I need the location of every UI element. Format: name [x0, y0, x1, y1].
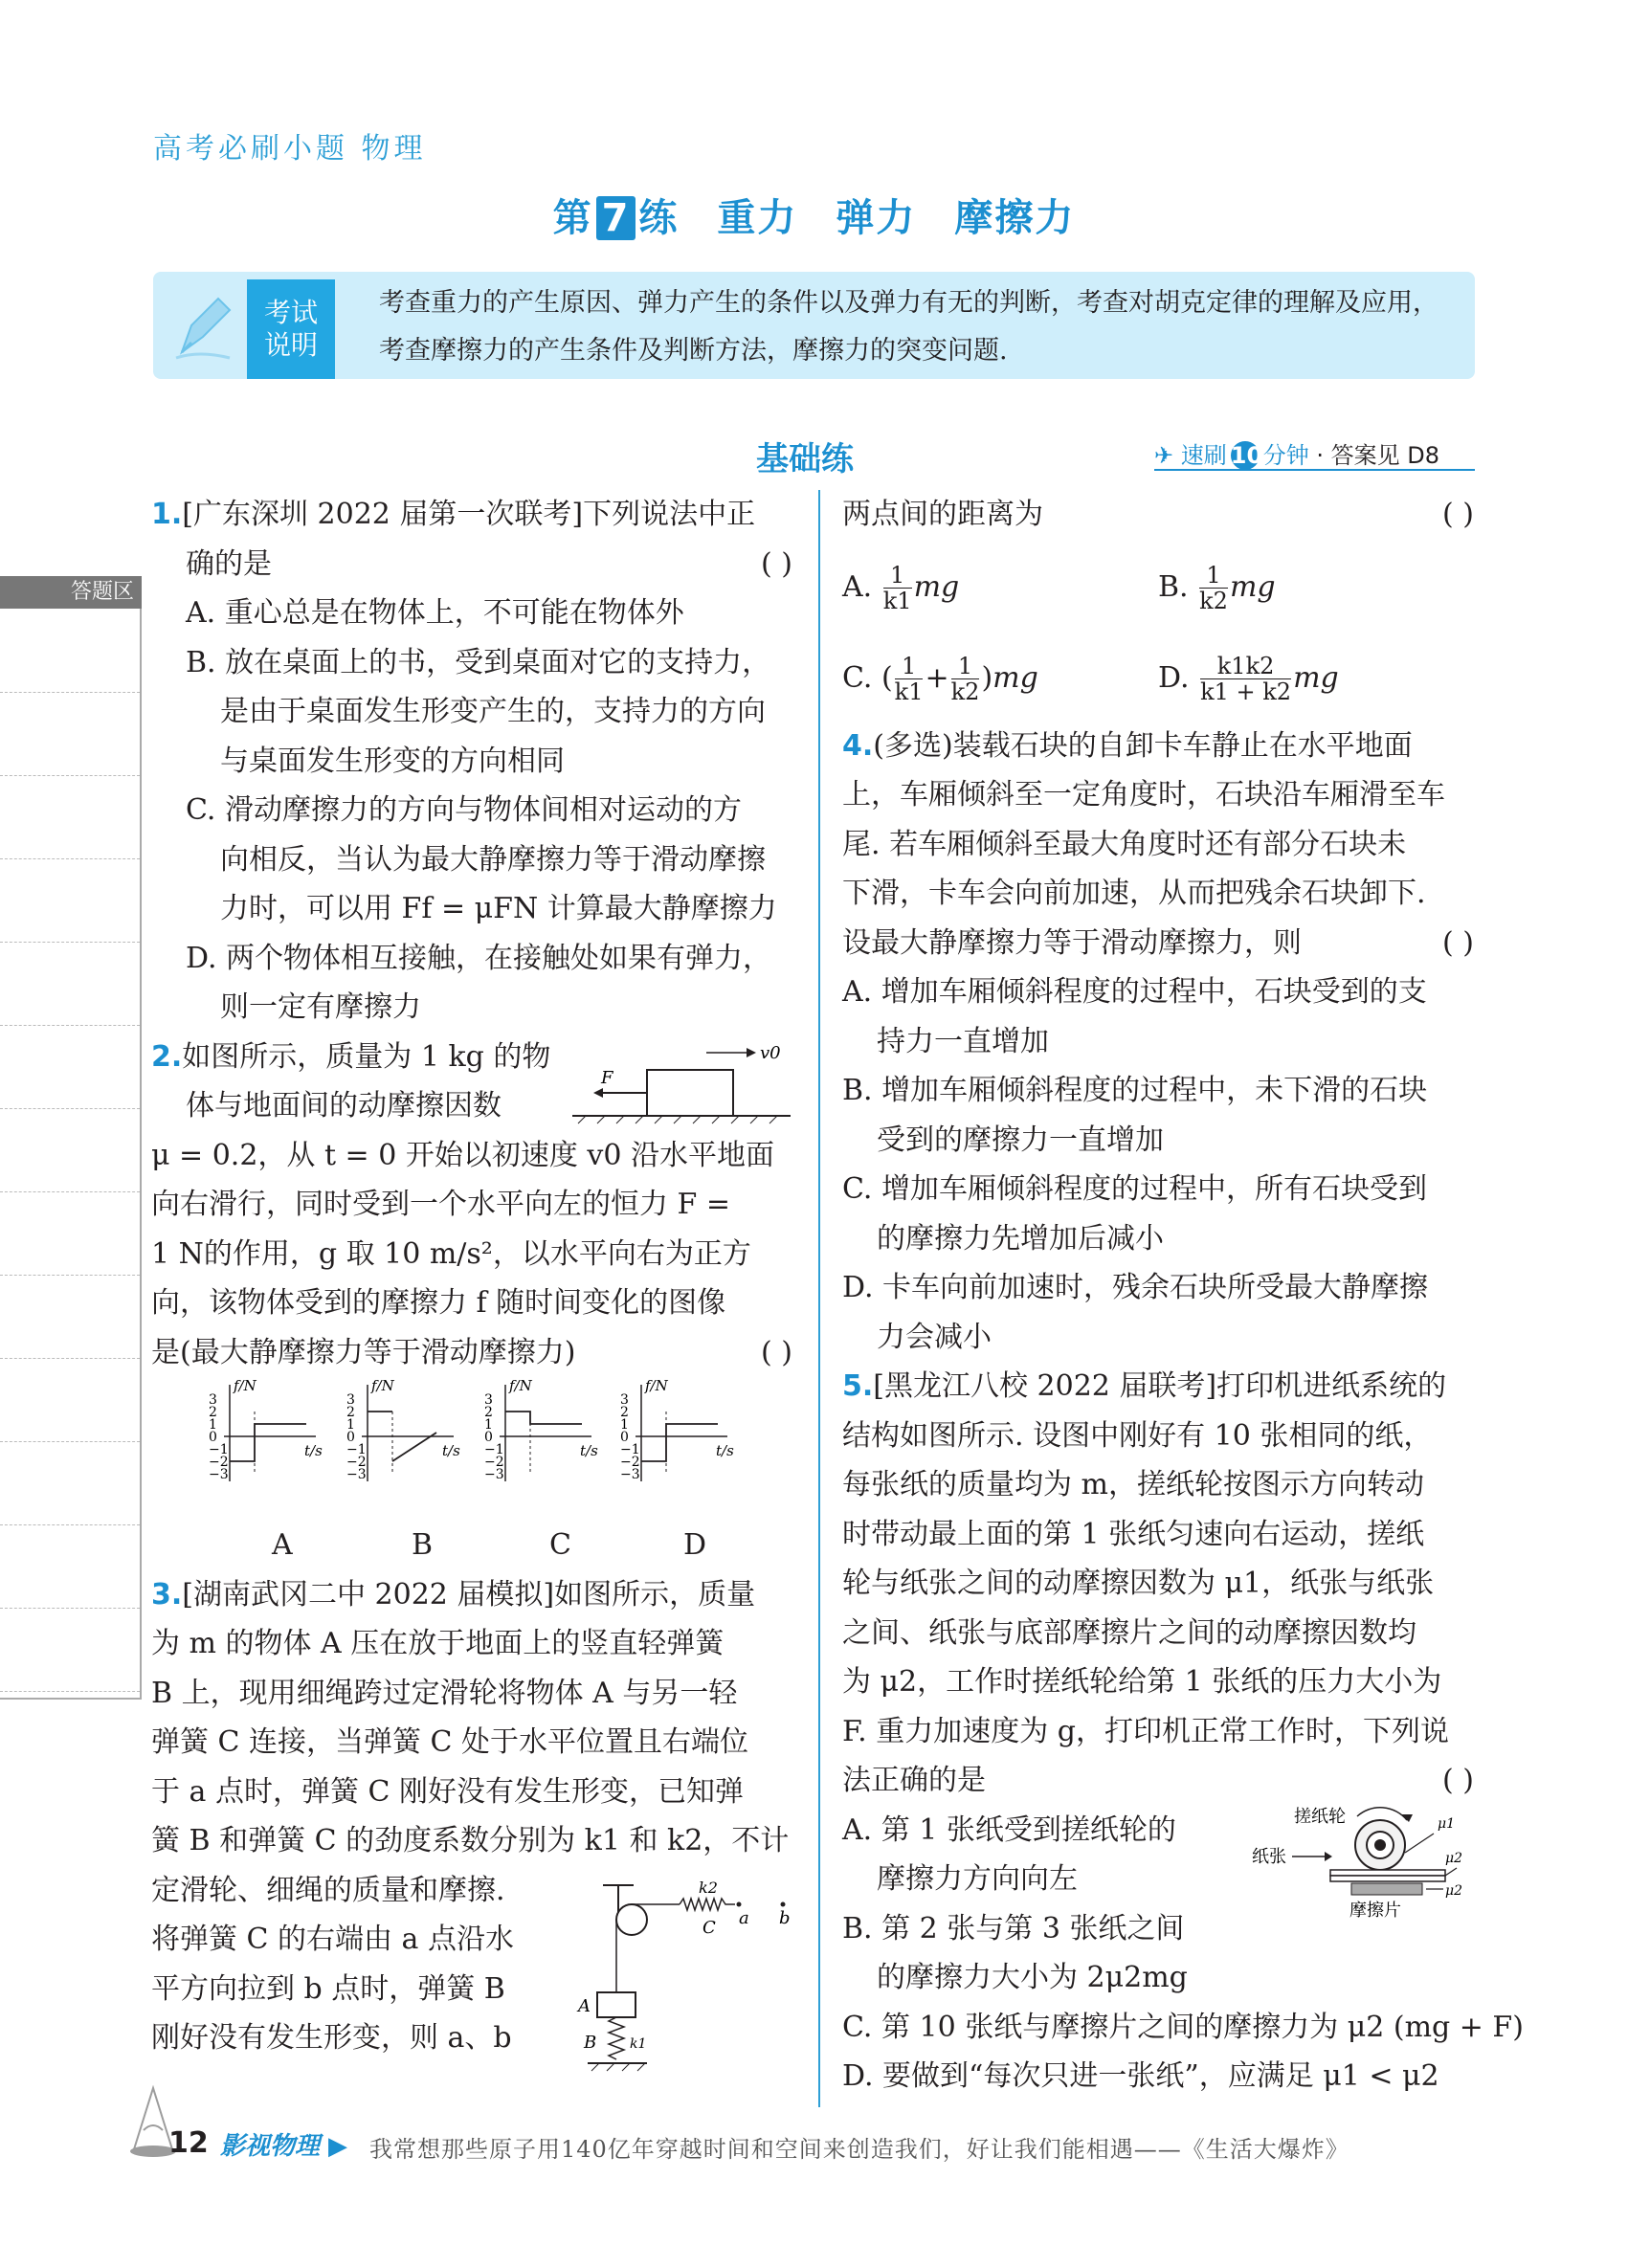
y-axis-label: f/N [234, 1377, 256, 1394]
line-text: 力会减小 [877, 1320, 992, 1354]
tick-label: −2 [620, 1455, 640, 1470]
question-number: 2. [151, 1039, 183, 1074]
text-line [842, 1559, 1474, 1609]
answer-area-line [0, 692, 140, 693]
y-axis-label: f/N [509, 1377, 532, 1394]
footer-series: 影视物理 ▶ [220, 2132, 348, 2161]
pulley [616, 1904, 647, 1935]
text-line [842, 1412, 1474, 1461]
graph-label-c: C [549, 1528, 571, 1562]
book-title: 高考必刷小题 物理 [153, 132, 427, 166]
title-topic-3: 摩擦力 [954, 196, 1076, 240]
answer-area-line [0, 1691, 140, 1692]
b-block-label: B [584, 2033, 597, 2053]
tick-label: −3 [209, 1467, 229, 1482]
b-label: b [779, 1908, 791, 1928]
answer-paren: ( ) [761, 1335, 792, 1369]
line-text: 为 μ2，工作时搓纸轮给第 1 张纸的压力大小为 [842, 1665, 1442, 1699]
q3-options-cd: C. ( $\frac{1}{k1}$ + $\frac{1}{k2}$ )mg D. $\frac{k1k2}{k1 + k2}$ mg [842, 653, 1339, 705]
frac-num: 1 [890, 562, 905, 589]
k2-label: k2 [699, 1879, 718, 1897]
text-line [151, 1816, 792, 1866]
line-text: 将弹簧 C 的右端由 a 点沿水 [151, 1923, 514, 1956]
q3-continuation [842, 490, 1474, 540]
answer-area-line [0, 858, 140, 859]
line-text: 是由于桌面发生形变产生的，支持力的方向 [220, 695, 766, 728]
tick-label: 2 [209, 1405, 217, 1420]
speed-label: 速刷 [1180, 442, 1227, 469]
answer-paren: ( ) [1442, 1764, 1474, 1797]
printer-diagram [1244, 1799, 1474, 1923]
text-line [151, 1570, 792, 1620]
text-line [842, 820, 1474, 870]
line-text: A. 增加车厢倾斜程度的过程中，石块受到的支 [842, 975, 1427, 1009]
text-line [842, 967, 1474, 1017]
frac-num: k1k2 [1216, 653, 1275, 679]
exam-description-text: 考查重力的产生原因、弹力产生的条件以及弹力有无的判断，考查对胡克定律的理解及应用，考查摩擦力的产生条件及判断方法，摩擦力的突变问题. [379, 288, 1438, 366]
line-text: 下滑，卡车会向前加速，从而把残余石块卸下. [842, 877, 1426, 910]
minutes-badge: 10 [1230, 442, 1263, 469]
tick-label: 1 [620, 1417, 629, 1433]
column-divider [818, 490, 820, 2107]
pen-icon [170, 287, 237, 364]
answer-ref: · 答案见 D8 [1316, 442, 1440, 469]
text-line [151, 1669, 792, 1719]
text-line [842, 2003, 1524, 2053]
tick-label: −1 [620, 1442, 640, 1457]
line-text: 定滑轮、细绳的质量和摩擦. [151, 1873, 505, 1907]
line-text: (多选)装载石块的自卸卡车静止在水平地面 [873, 728, 1413, 763]
answer-area-line [0, 1191, 140, 1192]
text-line [842, 1263, 1474, 1313]
graph-curve [505, 1412, 582, 1424]
line-text: F. 重力加速度为 g，打印机正常工作时，下列说 [842, 1714, 1449, 1748]
question-number: 5. [842, 1369, 874, 1403]
line-text: 弹簧 C 连接，当弹簧 C 处于水平位置且右端位 [151, 1725, 749, 1759]
line-text: B. 放在桌面上的书，受到桌面对它的支持力， [186, 645, 771, 679]
frac-den: k1 + k2 [1200, 678, 1292, 705]
fraction [895, 654, 924, 704]
line-text: 轮与纸张之间的动摩擦因数为 μ1，纸张与纸张 [842, 1567, 1435, 1600]
graph-curve [230, 1424, 306, 1461]
footer-quote: 我常想那些原子用140亿年穿越时间和空间来创造我们，好让我们能相遇——《生活大爆炸》 [369, 2136, 1349, 2163]
x-axis-label: t/s [442, 1442, 460, 1459]
line-text: A. 重心总是在物体上，不可能在物体外 [186, 596, 684, 630]
text-line [151, 1230, 792, 1279]
text-line [842, 1313, 1474, 1363]
line-text: 于 a 点时，弹簧 C 刚好没有发生形变，已知弹 [151, 1774, 744, 1809]
line-text: 之间、纸张与底部摩擦片之间的动摩擦因数均 [842, 1615, 1416, 1650]
answer-area-line [0, 942, 140, 943]
frac-den: k1 [894, 678, 924, 705]
k1-label: k1 [630, 2036, 647, 2052]
text-line [151, 983, 792, 1033]
velocity-label: v0 [760, 1043, 781, 1063]
q3-option-b: B. [1158, 569, 1189, 604]
graph-labels [151, 1521, 792, 1570]
line-text: C. 增加车厢倾斜程度的过程中，所有石块受到 [842, 1172, 1427, 1206]
q3-answer-paren: ( ) [1442, 498, 1474, 531]
text-line [151, 1768, 792, 1817]
line-text: 的摩擦力先增加后减小 [877, 1221, 1164, 1256]
mg: mg [992, 660, 1038, 695]
text-line [842, 2052, 1474, 2101]
text-line [842, 1609, 1474, 1658]
tick-label: 1 [346, 1417, 355, 1433]
text-line [842, 1066, 1474, 1116]
text-line [842, 919, 1474, 968]
line-text: 向，该物体受到的摩擦力 f 随时间变化的图像 [151, 1286, 726, 1320]
text-line [842, 1116, 1474, 1166]
paper-label: 纸张 [1252, 1847, 1286, 1867]
text-line [151, 1718, 792, 1768]
text-line [842, 1510, 1474, 1560]
text-line [151, 934, 792, 984]
frac-num: 1 [1206, 562, 1221, 589]
line-text: 如图所示，质量为 1 kg 的物 [182, 1039, 551, 1074]
line-text: B. 第 2 张与第 3 张纸之间 [842, 1911, 1185, 1946]
x-axis-label: t/s [716, 1442, 734, 1459]
text-line [151, 835, 792, 885]
tab-line-2: 说明 [263, 329, 318, 361]
section-title: 基础练 [756, 440, 854, 478]
line-text: 结构如图所示. 设图中刚好有 10 张相同的纸， [842, 1418, 1433, 1453]
block [647, 1070, 733, 1116]
c-label: C [702, 1918, 716, 1938]
q3-option-c: C. [842, 660, 873, 695]
line-text: 时带动最上面的第 1 张纸匀速向右运动，搓纸 [842, 1517, 1425, 1551]
tick-label: −3 [346, 1467, 367, 1482]
line-text: A. 第 1 张纸受到搓纸轮的 [842, 1812, 1176, 1847]
line-text: 的摩擦力大小为 2μ2mg [877, 1961, 1188, 1994]
text-line [842, 1460, 1474, 1510]
text-line [842, 869, 1474, 919]
line-text: D. 两个物体相互接触，在接触处如果有弹力， [186, 941, 772, 975]
frac-den: k1 [882, 588, 912, 614]
tick-label: −1 [484, 1442, 504, 1457]
q3-continuation-text: 两点间的距离为 [842, 498, 1043, 531]
line-text: B 上，现用细绳跨过定滑轮将物体 A 与另一轻 [151, 1676, 738, 1710]
tick-label: −3 [620, 1467, 640, 1482]
tick-label: 0 [620, 1430, 629, 1445]
text-line [151, 884, 792, 934]
mg: mg [913, 569, 960, 604]
text-line [151, 490, 792, 540]
lesson-number: 7 [596, 196, 636, 240]
text-line [842, 1017, 1474, 1067]
tick-label: 1 [209, 1417, 217, 1433]
left-column [151, 490, 792, 2063]
text-line [151, 737, 792, 787]
tick-label: 1 [484, 1417, 493, 1433]
page-title [0, 188, 1628, 242]
friction-pad [1351, 1883, 1422, 1895]
tick-label: 3 [620, 1392, 629, 1408]
tick-label: −1 [209, 1442, 229, 1457]
text-line [151, 589, 792, 638]
graph-label-d: D [683, 1528, 707, 1562]
line-text: 力时，可以用 Ff = μFN 计算最大静摩擦力 [220, 892, 777, 925]
line-text: 与桌面发生形变的方向相同 [220, 744, 565, 778]
line-text: 确的是 [186, 546, 272, 581]
y-axis-label: f/N [371, 1377, 394, 1394]
text-line [842, 1657, 1474, 1707]
line-text: 刚好没有发生形变，则 a、b [151, 2021, 512, 2055]
line-text: 1 N的作用，g 取 10 m/s²，以水平向右为正方 [151, 1236, 751, 1271]
text-line [151, 638, 792, 688]
q3-option-a: A. [842, 569, 873, 604]
frac-num: 1 [901, 653, 917, 679]
line-text: 每张纸的质量均为 m，搓纸轮按图示方向转动 [842, 1468, 1424, 1501]
section-meta [1154, 436, 1439, 470]
text-line [842, 1214, 1474, 1264]
graphs-svg [151, 1377, 792, 1521]
text-line [151, 1131, 792, 1181]
answer-area-line [0, 1608, 140, 1609]
tick-label: 3 [484, 1392, 493, 1408]
tab-line-1: 考试 [263, 297, 318, 328]
answer-area-line [0, 1108, 140, 1109]
answer-area-line [0, 1025, 140, 1026]
text-line [842, 1165, 1474, 1214]
line-text: 持力一直增加 [877, 1024, 1049, 1058]
mu2-label-1: μ2 [1445, 1851, 1463, 1866]
tick-label: −2 [346, 1455, 367, 1470]
x-axis-label: t/s [580, 1442, 598, 1459]
force-label: F [601, 1068, 613, 1088]
rocket-icon: ✈ [1154, 442, 1174, 469]
line-text: C. 滑动摩擦力的方向与物体间相对运动的方 [186, 793, 742, 827]
line-text: 向右滑行，同时受到一个水平向左的恒力 F = [151, 1188, 731, 1221]
text-line [842, 1756, 1474, 1806]
exam-description-tab [247, 279, 335, 379]
tick-label: 3 [209, 1392, 217, 1408]
line-text: 体与地面间的动摩擦因数 [186, 1089, 502, 1123]
line-text: B. 增加车厢倾斜程度的过程中，未下滑的石块 [842, 1074, 1428, 1107]
frac-num: 1 [957, 653, 973, 679]
frac-den: k2 [950, 678, 980, 705]
answer-area [0, 609, 142, 1700]
tick-label: −2 [484, 1455, 504, 1470]
line-text: 是(最大静摩擦力等于滑动摩擦力) [151, 1335, 576, 1369]
tick-label: 0 [209, 1430, 217, 1445]
text-line [151, 1279, 792, 1328]
answer-paren: ( ) [1442, 925, 1474, 960]
answer-area-label: 答题区 [0, 576, 142, 609]
block-diagram [572, 1034, 792, 1129]
section-underline [1154, 469, 1475, 471]
fraction [1199, 563, 1228, 613]
tick-label: −1 [346, 1442, 367, 1457]
title-suffix: 练 [638, 196, 680, 240]
answer-area-line [0, 1275, 140, 1276]
frac-den: k2 [1199, 588, 1228, 614]
q3-options-ab [842, 540, 1474, 635]
pad-label: 摩擦片 [1349, 1901, 1401, 1921]
line-text: 法正确的是 [842, 1764, 986, 1797]
pulley-spring-diagram [574, 1876, 804, 2096]
answer-area-line [0, 1524, 140, 1525]
answer-area-line [0, 1358, 140, 1359]
line-text: 上，车厢倾斜至一定角度时，石块沿车厢滑至车 [842, 778, 1445, 812]
graph-label-a: A [272, 1528, 293, 1562]
tick-label: 0 [346, 1430, 355, 1445]
line-text: C. 第 10 张纸与摩擦片之间的摩擦力为 μ2 (mg + F) [842, 2010, 1524, 2044]
text-line [151, 1328, 792, 1378]
x-axis-label: t/s [304, 1442, 323, 1459]
a-label: a [739, 1908, 749, 1928]
question-number: 4. [842, 728, 874, 763]
line-text: 设最大静摩擦力等于滑动摩擦力，则 [842, 925, 1302, 960]
tick-label: 2 [346, 1405, 355, 1420]
mg: mg [1229, 569, 1276, 604]
title-prefix: 第 [552, 196, 593, 240]
text-line [842, 1953, 1474, 2003]
line-text: [湖南武冈二中 2022 届模拟]如图所示，质量 [182, 1577, 756, 1612]
answer-area-line [0, 775, 140, 776]
q3-option-d: D. [1158, 660, 1190, 695]
line-text: μ = 0.2，从 t = 0 开始以初速度 v0 沿水平地面 [151, 1138, 774, 1172]
text-line [151, 687, 792, 737]
mu1-label: μ1 [1438, 1816, 1456, 1832]
line-text: 受到的摩擦力一直增加 [877, 1123, 1164, 1157]
roller-label: 搓纸轮 [1294, 1807, 1346, 1827]
line-text: 摩擦力方向向左 [877, 1862, 1078, 1896]
fraction [883, 563, 912, 613]
fraction [1200, 654, 1291, 704]
text-line [842, 770, 1474, 820]
line-text: [广东深圳 2022 届第一次联考]下列说法中正 [182, 498, 756, 531]
answer-paren: ( ) [761, 546, 792, 581]
text-line [842, 1707, 1474, 1757]
mu2-label-2: μ2 [1445, 1883, 1463, 1899]
text-line [151, 786, 792, 835]
a-block-label: A [578, 1996, 591, 2016]
graph-label-b: B [412, 1528, 434, 1562]
tick-label: 3 [346, 1392, 355, 1408]
line-text: 平方向拉到 b 点时，弹簧 B [151, 1971, 505, 2006]
line-text: 则一定有摩擦力 [220, 990, 421, 1024]
title-topic-1: 重力 [717, 196, 798, 240]
tick-label: 2 [484, 1405, 493, 1420]
minutes-unit: 分钟 [1262, 442, 1309, 469]
text-line [842, 722, 1474, 771]
text-line [842, 1362, 1474, 1412]
answer-area-line [0, 1441, 140, 1442]
fraction [951, 654, 980, 704]
tick-label: 2 [620, 1405, 629, 1420]
block-a [597, 1992, 636, 2017]
line-text: D. 要做到“每次只进一张纸”，应满足 μ1 < μ2 [842, 2059, 1439, 2093]
line-text: 为 m 的物体 A 压在放于地面上的竖直轻弹簧 [151, 1627, 725, 1660]
spring-b [609, 2017, 624, 2059]
text-line [151, 540, 792, 589]
line-text: 簧 B 和弹簧 C 的劲度系数分别为 k1 和 k2，不计 [151, 1824, 790, 1857]
spring-c [680, 1899, 735, 1910]
question-number: 1. [151, 498, 183, 531]
line-text: 向相反，当认为最大静摩擦力等于滑动摩擦 [220, 842, 766, 877]
title-topic-2: 弹力 [836, 196, 917, 240]
line-text: D. 卡车向前加速时，残余石块所受最大静摩擦 [842, 1271, 1429, 1304]
question-number: 3. [151, 1577, 183, 1612]
tick-label: −2 [209, 1455, 229, 1470]
text-line [151, 1619, 792, 1669]
text-line [151, 1180, 792, 1230]
page-number: 12 [168, 2126, 209, 2160]
line-text: [黑龙江八校 2022 届联考]打印机进纸系统的 [873, 1369, 1447, 1403]
friction-graphs [151, 1377, 792, 1521]
graph-curve [641, 1424, 718, 1461]
y-axis-label: f/N [645, 1377, 668, 1394]
line-text: 尾. 若车厢倾斜至最大角度时还有部分石块未 [842, 827, 1407, 861]
tick-label: −3 [484, 1467, 504, 1482]
mg: mg [1293, 660, 1339, 695]
tick-label: 0 [484, 1430, 493, 1445]
